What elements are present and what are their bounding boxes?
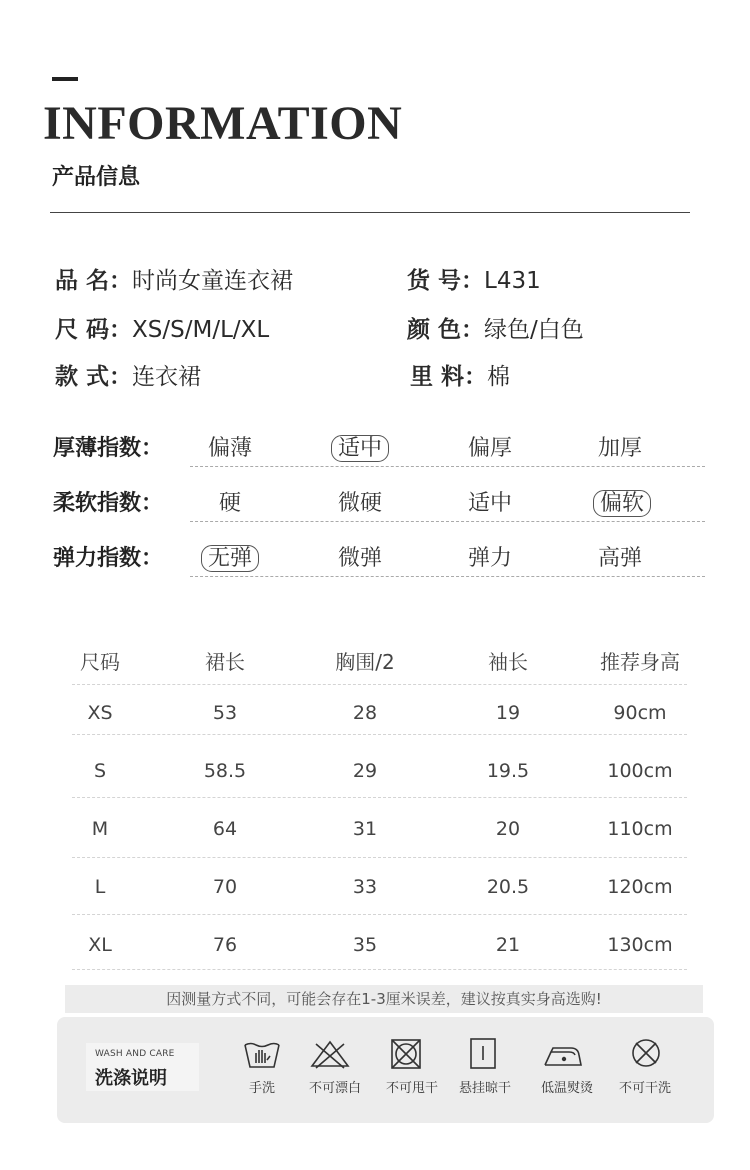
table-divider <box>72 914 687 915</box>
table-divider <box>72 857 687 858</box>
index-option: 适中 <box>467 491 512 516</box>
index-option-selected: 偏软 <box>567 486 677 517</box>
info-style-value: 连衣裙 <box>132 364 202 390</box>
index-option: 加厚 <box>597 436 642 461</box>
info-code-value: L431 <box>484 268 541 294</box>
info-style-label: 款 式： <box>55 364 133 390</box>
table-header: 推荐身高 <box>600 650 680 674</box>
care-title-cn: 洗涤说明 <box>95 1068 167 1089</box>
table-divider <box>72 734 687 735</box>
hang-dry-icon <box>461 1036 505 1072</box>
table-divider <box>72 969 687 970</box>
info-color-value: 绿色/白色 <box>484 317 584 343</box>
info-lining-label: 里 料： <box>410 364 488 390</box>
table-cell: 28 <box>352 702 378 724</box>
index-label: 厚薄指数： <box>53 436 164 461</box>
hand-wash-icon <box>240 1036 284 1072</box>
index-option: 偏薄 <box>207 436 252 461</box>
table-cell: 90cm <box>613 702 667 724</box>
table-cell: XS <box>87 702 113 724</box>
info-lining <box>410 358 510 391</box>
care-label: 不可干洗 <box>618 1081 671 1096</box>
table-cell: 35 <box>352 934 378 956</box>
page-subtitle: 产品信息 <box>52 165 141 190</box>
table-cell: 64 <box>212 818 238 840</box>
no-dry-clean-icon <box>624 1036 668 1072</box>
title-dash <box>52 77 78 81</box>
table-cell: XL <box>88 934 112 956</box>
info-name-value: 时尚女童连衣裙 <box>132 268 294 294</box>
index-divider <box>190 576 705 577</box>
table-cell: 120cm <box>607 876 673 898</box>
info-size-label: 尺 码： <box>55 317 133 343</box>
index-option: 微硬 <box>337 491 382 516</box>
index-option: 弹力 <box>467 546 512 571</box>
index-option-selected: 无弹 <box>175 541 285 572</box>
table-cell: M <box>91 818 109 840</box>
care-label: 低温熨烫 <box>540 1081 593 1096</box>
table-cell: 19 <box>495 702 521 724</box>
table-header: 尺码 <box>80 650 120 674</box>
care-title-en: WASH AND CARE <box>95 1049 175 1059</box>
info-color <box>407 311 584 344</box>
index-option-selected: 适中 <box>305 431 415 462</box>
table-header: 裙长 <box>205 650 245 674</box>
index-option: 偏厚 <box>467 436 512 461</box>
index-option: 微弹 <box>337 546 382 571</box>
info-code <box>407 262 541 295</box>
table-cell: 53 <box>212 702 238 724</box>
index-label: 柔软指数： <box>53 491 164 516</box>
index-option: 硬 <box>218 491 241 516</box>
care-label: 悬挂晾干 <box>458 1081 511 1096</box>
page-title: INFORMATION <box>43 97 403 150</box>
table-cell: 70 <box>212 876 238 898</box>
table-cell: 31 <box>352 818 378 840</box>
index-divider <box>190 466 705 467</box>
table-cell: 33 <box>352 876 378 898</box>
no-tumble-dry-icon <box>384 1036 428 1072</box>
care-label: 手洗 <box>248 1081 275 1096</box>
table-cell: 130cm <box>607 934 673 956</box>
info-style <box>55 358 201 391</box>
care-label: 不可漂白 <box>308 1081 361 1096</box>
table-cell: 19.5 <box>486 760 530 782</box>
index-divider <box>190 521 705 522</box>
no-bleach-icon <box>308 1036 352 1072</box>
index-option: 高弹 <box>597 546 642 571</box>
table-cell: 76 <box>212 934 238 956</box>
info-lining-value: 棉 <box>487 364 511 390</box>
info-name-label: 品 名： <box>55 268 133 294</box>
info-size <box>55 311 269 344</box>
low-iron-icon <box>541 1036 585 1072</box>
measurement-note: 因测量方式不同，可能会存在1-3厘米误差，建议按真实身高选购! <box>166 990 602 1008</box>
info-color-label: 颜 色： <box>407 317 485 343</box>
table-cell: 100cm <box>607 760 673 782</box>
table-cell: S <box>93 760 107 782</box>
table-header: 胸围/2 <box>335 650 395 674</box>
info-name <box>55 262 293 295</box>
table-cell: 29 <box>352 760 378 782</box>
info-size-value: XS/S/M/L/XL <box>132 317 270 343</box>
care-label: 不可甩干 <box>385 1081 438 1096</box>
table-divider <box>72 797 687 798</box>
table-cell: L <box>94 876 106 898</box>
table-cell: 110cm <box>607 818 673 840</box>
table-divider <box>72 684 687 685</box>
info-code-label: 货 号： <box>407 268 485 294</box>
index-label: 弹力指数： <box>53 546 164 571</box>
table-cell: 20 <box>495 818 521 840</box>
table-header: 袖长 <box>488 650 528 674</box>
table-cell: 20.5 <box>486 876 530 898</box>
table-cell: 58.5 <box>203 760 247 782</box>
header-divider <box>50 212 690 213</box>
table-cell: 21 <box>495 934 521 956</box>
